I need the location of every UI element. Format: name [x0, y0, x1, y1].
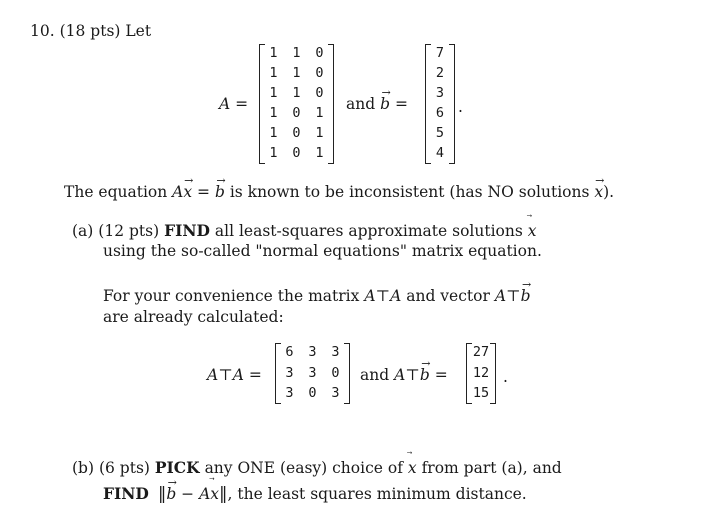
- statement-part-3: is known to be inconsistent (has NO solutions: [224, 183, 595, 201]
- statement-part-4: ).: [603, 183, 615, 201]
- problem-points: (18 pts): [59, 22, 121, 40]
- part-b-text-end: from part (a), and: [421, 459, 562, 477]
- matrix-A-cell-5-0: 1: [269, 145, 278, 162]
- matrix-A-cell-2-1: 1: [292, 85, 301, 102]
- arrow-icon: →: [521, 278, 532, 291]
- minus-A: − A: [176, 485, 211, 503]
- part-a-line-2: using the so-called "normal equations" matrix equation.: [103, 242, 542, 260]
- statement-part-1: The equation: [64, 183, 173, 201]
- x-hat-vector: [408, 459, 417, 477]
- matrix-ATA-cell-0-2: 3: [331, 344, 340, 361]
- x-letter: x: [407, 459, 417, 477]
- matrix-ATA-cell-1-2: 0: [331, 364, 340, 381]
- vector-ATb-cell-1-0: 12: [472, 364, 490, 381]
- equals-sign: =: [394, 95, 408, 113]
- hat-arrow-icon: [528, 213, 537, 226]
- hat-arrow-icon: [210, 476, 219, 489]
- and-ATb-label: [360, 357, 448, 384]
- ATb-symbol: A⊤ → b: [494, 278, 532, 305]
- matrix-ATA-cell-2-0: 3: [285, 385, 294, 402]
- part-b-verb-2: FIND: [103, 484, 149, 503]
- vector-ATb-cell-2-0: 15: [472, 385, 490, 402]
- matrix-A-cell-4-0: 1: [269, 125, 278, 142]
- AT-letters: A⊤: [394, 366, 420, 384]
- Ax-term: A → x: [172, 174, 194, 201]
- conv-text: For your convenience the matrix: [103, 287, 360, 305]
- part-b-points: (6 pts): [98, 459, 150, 477]
- vector-b-cell-2-0: 3: [435, 85, 445, 102]
- matrix-ATA-cell-2-2: 3: [331, 385, 340, 402]
- x-letter: x: [210, 485, 220, 503]
- b-letter: b: [419, 366, 430, 384]
- AT-letters: A⊤: [494, 287, 521, 305]
- inconsistent-statement: [64, 174, 615, 201]
- matrix-A-cell-2-0: 1: [269, 85, 278, 102]
- conv-and: and vector: [406, 287, 490, 305]
- b-letter: b: [166, 485, 177, 503]
- A-equals-label: A =: [219, 95, 249, 113]
- vector-b-cell-0-0: 7: [435, 45, 445, 62]
- matrix-A-cell-1-0: 1: [269, 65, 278, 82]
- matrix-ATA-cell-2-1: 0: [308, 385, 317, 402]
- and-word: and: [346, 95, 376, 113]
- b-letter: b: [214, 183, 225, 201]
- statement-part-2: =: [192, 183, 215, 201]
- x-letter: x: [527, 222, 537, 240]
- problem-number: 10.: [30, 22, 55, 40]
- and-b-label: [346, 86, 408, 113]
- ATA-symbol: A⊤A: [364, 287, 402, 305]
- vector-b-cell-3-0: 6: [435, 105, 445, 122]
- matrix-A-cell-5-2: 1: [315, 145, 324, 162]
- matrix-ATA-cell-0-1: 3: [308, 344, 317, 361]
- matrix-ATA: [275, 343, 350, 404]
- vector-ATb-cell-0-0: 27: [472, 344, 490, 361]
- arrow-icon: →: [595, 174, 605, 187]
- matrix-A-cell-2-2: 0: [315, 85, 324, 102]
- arrow-icon: →: [167, 476, 177, 489]
- matrix-ATA-cell-0-0: 6: [285, 344, 294, 361]
- arrow-icon: →: [216, 174, 226, 187]
- matrix-A-cell-5-1: 0: [292, 145, 301, 162]
- part-b-text: any ONE (easy) choice of: [204, 459, 403, 477]
- ATA-equals-label: A⊤A =: [207, 366, 262, 384]
- part-b-label: (b): [72, 459, 95, 477]
- vector-b: [425, 44, 455, 164]
- part-b-verb: PICK: [154, 458, 200, 477]
- convenience-line-1: [103, 278, 532, 305]
- vector-b-cell-5-0: 4: [435, 145, 445, 162]
- matrix-A: [259, 44, 334, 164]
- x-hat-vector: [528, 222, 537, 240]
- matrix-A-cell-0-2: 0: [315, 45, 324, 62]
- vector-b-cell-4-0: 5: [435, 125, 445, 142]
- problem-lead: Let: [125, 22, 152, 40]
- matrix-A-cell-1-1: 1: [292, 65, 301, 82]
- matrix-A-cell-4-1: 0: [292, 125, 301, 142]
- vector-b-cell-1-0: 2: [435, 65, 445, 82]
- part-a-label: (a): [72, 222, 94, 240]
- convenience-line-2: are already calculated:: [103, 308, 284, 326]
- problem-header: [30, 22, 151, 40]
- part-a-text: all least-squares approximate solutions: [214, 222, 523, 240]
- hat-arrow-icon: [408, 450, 417, 463]
- matrix-A-cell-4-2: 1: [315, 125, 324, 142]
- vector-b-symbol: [380, 86, 391, 113]
- period-1: .: [458, 98, 463, 116]
- part-b-line-2: [103, 476, 527, 504]
- vector-b-symbol: [419, 357, 431, 384]
- b-vector-term: [214, 174, 226, 201]
- vector-ATb: [466, 343, 496, 404]
- matrix-A-cell-3-0: 1: [269, 105, 278, 122]
- part-b-line-1: [72, 458, 562, 477]
- part-a-points: (12 pts): [98, 222, 160, 240]
- matrix-A-cell-3-2: 1: [315, 105, 324, 122]
- matrix-A-cell-0-0: 1: [269, 45, 278, 62]
- arrow-icon: →: [381, 86, 391, 99]
- part-b-text-2: , the least squares minimum distance.: [227, 485, 527, 503]
- part-a-line-1: [72, 221, 537, 240]
- norm-expression: ‖ → b − A x‖: [157, 476, 228, 504]
- matrix-ATA-cell-1-1: 3: [308, 364, 317, 381]
- matrix-A-cell-1-2: 0: [315, 65, 324, 82]
- and-word: and: [360, 366, 390, 384]
- x-letter: x: [594, 183, 604, 201]
- arrow-icon: →: [421, 357, 431, 370]
- matrix-A-cell-0-1: 1: [292, 45, 301, 62]
- equals-sign: =: [434, 366, 448, 384]
- x-vector-term: [594, 174, 605, 201]
- period-2: .: [503, 368, 508, 386]
- b-letter: b: [380, 95, 391, 113]
- arrow-icon: →: [184, 174, 194, 187]
- matrix-ATA-cell-1-0: 3: [285, 364, 294, 381]
- matrix-A-cell-3-1: 0: [292, 105, 301, 122]
- part-a-verb: FIND: [164, 221, 210, 240]
